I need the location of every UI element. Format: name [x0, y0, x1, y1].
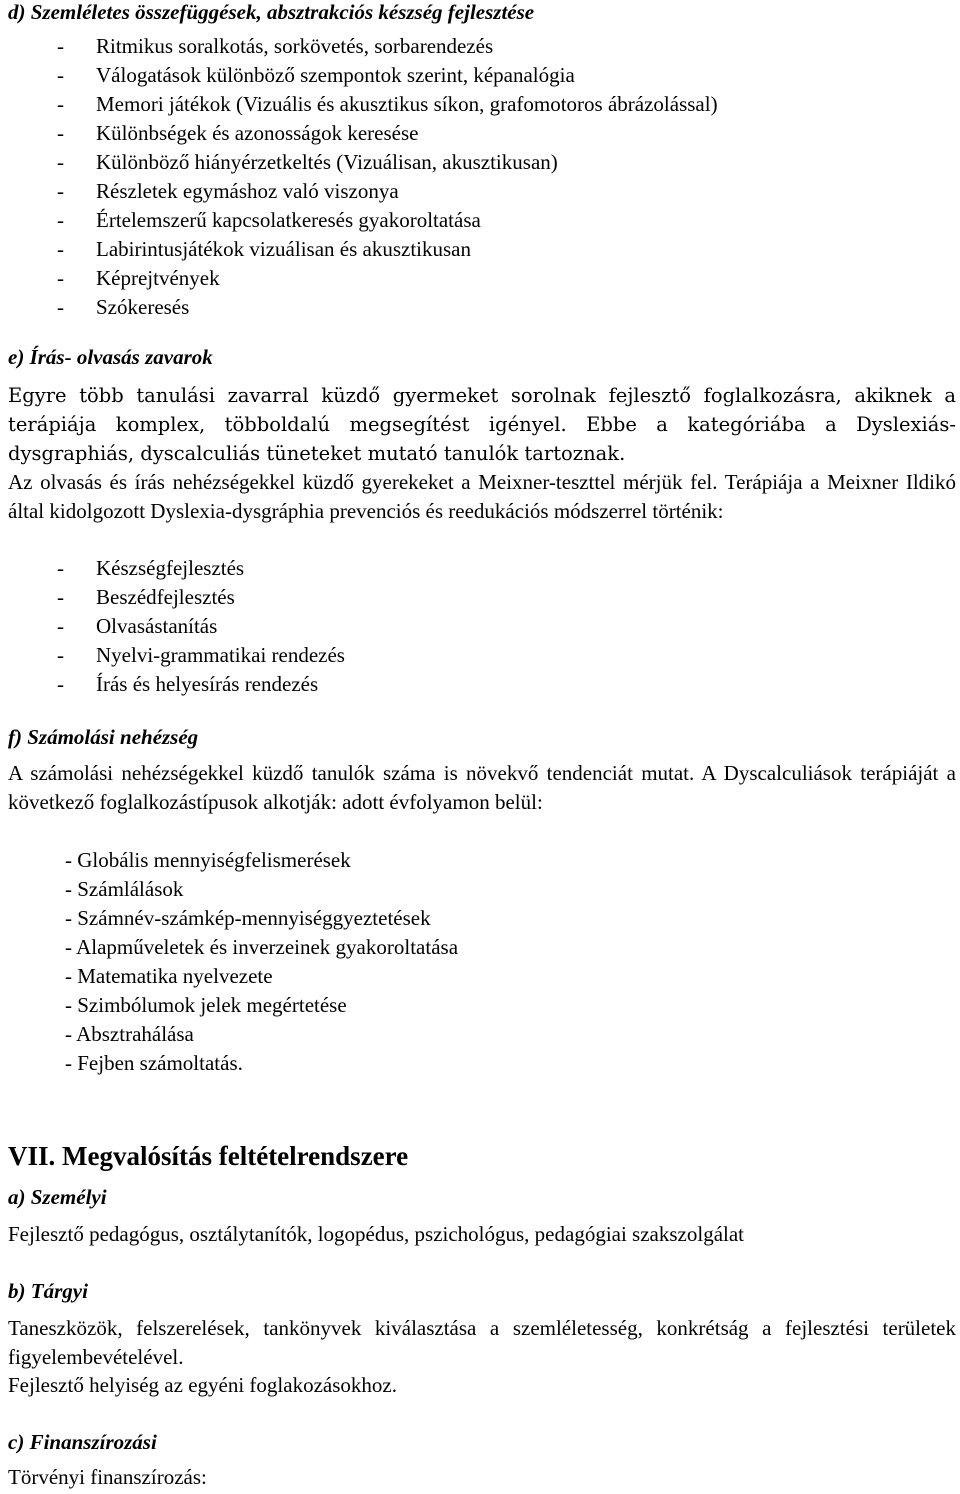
list-item: - Számnév-számkép-mennyiséggyeztetések: [65, 906, 431, 930]
subsection-a-text: Fejlesztő pedagógus, osztálytanítók, logopédus, pszichológus, pedagógiai szakszolgálat: [8, 1222, 745, 1246]
section-d-heading: d) Szemléletes összefüggések, absztrakciós készség fejlesztése: [8, 0, 535, 24]
chapter-vii-heading: VII. Megvalósítás feltételrendszere: [8, 1141, 409, 1171]
subsection-a-heading: a) Személyi: [8, 1185, 107, 1209]
subsection-c-heading: c) Finanszírozási: [8, 1430, 157, 1454]
document-page: d) Szemléletes összefüggések, absztrakciós készség fejlesztése - Ritmikus soralkotás, sorkövetés, sorbarendezés - Válogatások különböző szempontok szerint, képanalógia - Memori játékok (Vizuális és akusztikus síkon, grafomotoros ábrázolással) - Különbségek és azonosságok keresése - Különböző hiányérzetkeltés (Vizuálisan, akusztikusan) - Részletek egymáshoz való viszonya - Értelemszerű kapcsolatkeresés gyakoroltatása - Labirintusjátékok vizuálisan és akusztikusan - Képrejtvények - Szókeresés e) Írás- olvasás zavarok Egyre több tanulási zavarral küzdő gyermeket sorolnak fejlesztő foglalkozásra, akiknek a terápiája komplex, többoldalú megsegítést igényel. Ebbe a kategóriába a Dyslexiás-dysgraphiás, dyscalculiás tüneteket mutató tanulók tartoznak. Az olvasás és írás nehézségekkel küzdő gyerekeket a Meixner-teszttel mérjük fel. Terápiája a Meixner Ildikó által kidolgozott Dyslexia-dysgráphia prevenciós és reedukációs módszerrel történik: - Készségfejlesztés - Beszédfejlesztés - Olvasástanítás - Nyelvi-grammatikai rendezés - Írás és helyesírás rendezés f) Számolási nehézség A számolási nehézségekkel küzdő tanulók száma is növekvő tendenciát mutat. A Dyscalculiások terápiáját a következő foglalkozástípusok alkotják: adott évfolyamon belül: - Globális mennyiségfelismerések - Számlálások - Számnév-számkép-mennyiséggyeztetések - Alapműveletek és inverzeinek gyakoroltatása - Matematika nyelvezete - Szimbólumok jelek megértetése - Absztrahálása - Fejben számoltatás. VII. Megvalósítás feltételrendszere a) Személyi Fejlesztő pedagógus, osztálytanítók, logopédus, pszichológus, pedagógiai szakszolgálat b) Tárgyi Taneszközök, felszerelések, tankönyvek kiválasztása a szemléletesség, konkrétság a fejlesztési területek figyelembevételével. Fejlesztő helyiség az egyéni foglakozásokhoz. c) Finanszírozási Törvényi finanszírozás:: [0, 0, 960, 1494]
section-e-paragraph-1: Egyre több tanulási zavarral küzdő gyermeket sorolnak fejlesztő foglalkozásra, akiknek a terápiája komplex, többoldalú megsegítést igényel. Ebbe a kategóriába a Dyslexiás-dysgraphiás, dyscalculiás tüneteket mutató tanulók tartoznak.: [8, 384, 956, 465]
list-item: - Fejben számoltatás.: [65, 1051, 243, 1075]
subsection-b-text: Taneszközök, felszerelések, tankönyvek kiválasztása a szemléletesség, konkrétság a fejlesztési területek figyelembevételével.: [8, 1316, 956, 1369]
subsection-c-text: Törvényi finanszírozás:: [8, 1465, 207, 1489]
list-item: - Globális mennyiségfelismerések: [65, 848, 351, 872]
list-item: - Absztrahálása: [65, 1022, 194, 1046]
list-item: - Számlálások: [65, 877, 184, 901]
section-e-paragraph-2: Az olvasás és írás nehézségekkel küzdő gyerekeket a Meixner-teszttel mérjük fel. Terápiája a Meixner Ildikó által kidolgozott Dyslexia-dysgráphia prevenciós és reedukációs módszerrel történik:: [8, 470, 956, 523]
section-f-heading: f) Számolási nehézség: [8, 725, 199, 749]
list-item: - Alapműveletek és inverzeinek gyakoroltatása: [65, 935, 459, 959]
section-f-paragraph: A számolási nehézségekkel küzdő tanulók száma is növekvő tendenciát mutat. A Dyscalculiások terápiáját a következő foglalkozástípusok alkotják: adott évfolyamon belül:: [8, 761, 956, 814]
subsection-b-heading: b) Tárgyi: [8, 1279, 88, 1303]
list-item: - Matematika nyelvezete: [65, 964, 273, 988]
section-e-heading: e) Írás- olvasás zavarok: [8, 345, 213, 369]
list-item: - Szimbólumok jelek megértetése: [65, 993, 347, 1017]
section-f-list: [0, 846, 458, 1078]
subsection-b-text-2: Fejlesztő helyiség az egyéni foglakozásokhoz.: [8, 1373, 397, 1397]
